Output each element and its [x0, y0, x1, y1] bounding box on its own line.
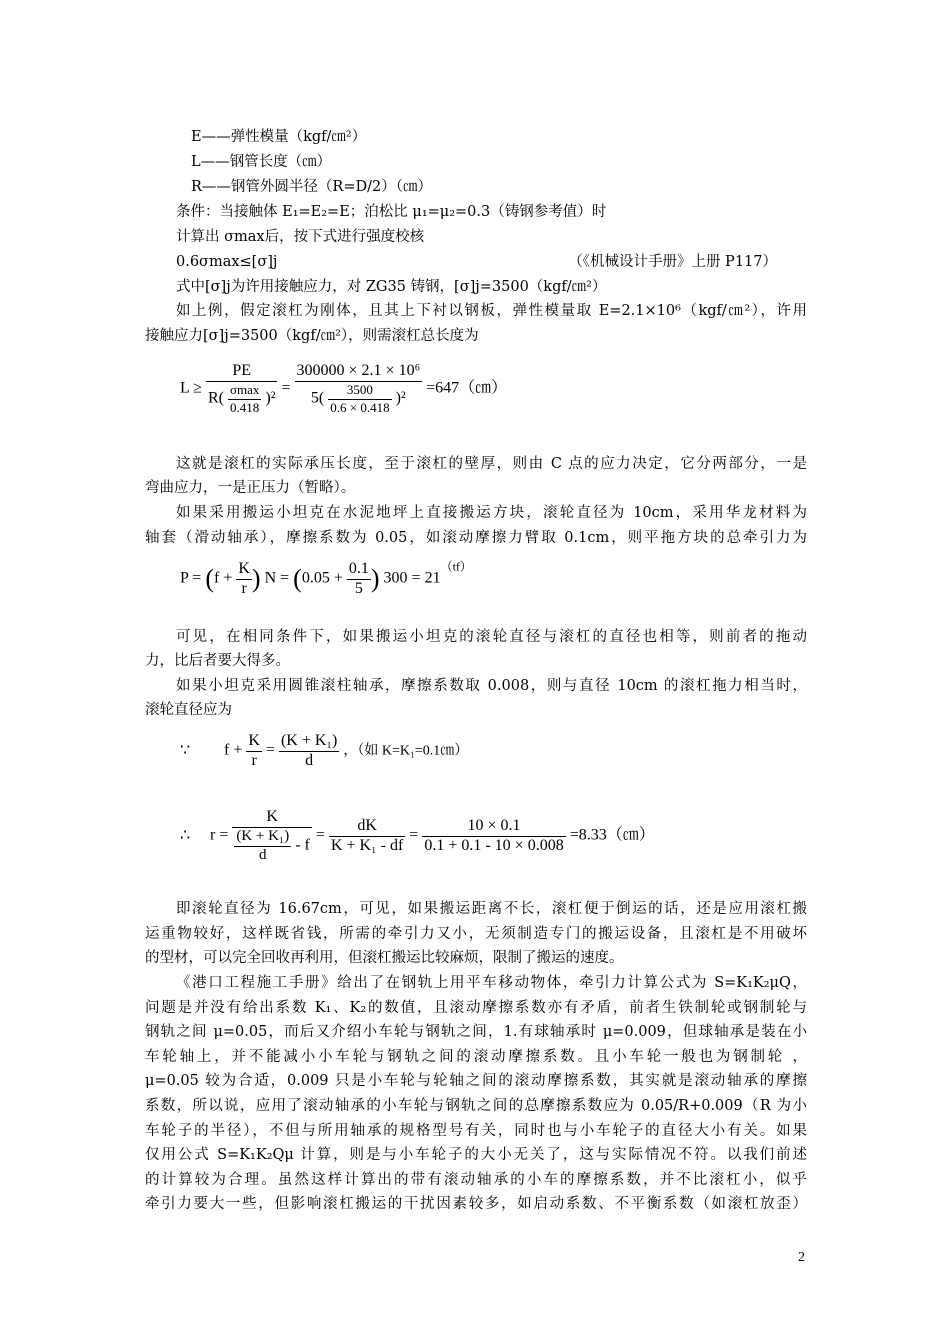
eq-numerator: 300000 × 2.1 × 10⁶	[295, 362, 423, 382]
eq-denominator: r	[251, 752, 257, 769]
paragraph-line: 的型材，可以完全回收再利用，但滚杠搬运比较麻烦，限制了搬运的速度。	[145, 950, 624, 966]
equation-because	[180, 732, 468, 770]
eq-numerator: (K + K₁)	[279, 732, 339, 752]
because-symbol: ∵	[180, 741, 191, 759]
var-l-definition: L——钢管长度（㎝）	[191, 154, 332, 170]
eq-numerator: K	[246, 732, 262, 752]
paragraph-line: μ=0.05 较为合适，0.009 只是小车轮与轮轴之间的滚动摩擦系数，其实就是滚动轴承的摩擦	[145, 1073, 807, 1089]
eq-equals: =	[409, 826, 419, 844]
reference-citation: （《机械设计手册》上册 P117）	[568, 254, 777, 270]
paragraph-line: 即滚轮直径为 16.67cm，可见，如果搬运距离不长，滚杠便于倒运的话，还是应用滚杠搬	[176, 901, 807, 917]
eq-denominator: d	[305, 752, 314, 769]
eq-result: =8.33（㎝）	[569, 826, 655, 844]
eq-inner-num: 3500	[328, 382, 391, 400]
eq-equals: =	[315, 826, 325, 844]
eq-lhs: L ≥	[180, 379, 202, 397]
eq-inner-den: 0.6 × 0.418	[330, 400, 390, 415]
strength-formula: 0.6σmax≤[σ]j	[176, 254, 278, 270]
eq-lhs: r =	[210, 826, 229, 844]
eq-inner-num: (K + K₁)	[234, 828, 291, 847]
eq-numerator: PE	[206, 362, 278, 382]
eq-term: f +	[214, 569, 233, 587]
paragraph-line: 如果采用搬运小坦克在水泥地坪上直接搬运方块，滚轮直径为 10cm，采用华龙材料为	[176, 505, 807, 521]
eq-equals: =	[281, 379, 291, 397]
eq-result: 300 = 21	[383, 569, 441, 587]
condition-line: 条件：当接触体 E₁=E₂=E；泊松比 μ₁=μ₂=0.3（铸钢参考值）时	[176, 204, 607, 220]
eq-numerator: K	[232, 808, 312, 828]
eq-den-prefix: R	[207, 389, 219, 407]
therefore-symbol: ∴	[180, 826, 191, 844]
paragraph-line: 如上例，假定滚杠为刚体，且其上下衬以钢板，弹性模量取 E=2.1×10⁶（kgf/㎝²），许用	[176, 303, 807, 319]
eq-equals: =	[265, 741, 275, 759]
paragraph-line: 弯曲应力，一是正压力（暂略）。	[145, 480, 356, 496]
paragraph-line: 牵引力要大一些，但影响滚杠搬运的干扰因素较多，如启动系数、不平衡系数（如滚杠放歪）	[145, 1196, 807, 1212]
eq-denominator: K + K₁ - df	[330, 837, 404, 854]
paragraph-line: 仅用公式 S=K₁K₂Qμ 计算，则是与小车轮子的大小无关了，这与实际情况不符。以我们前述	[145, 1147, 807, 1163]
equation-therefore	[180, 808, 655, 864]
var-e-definition: E——弹性模量（kgf/㎝²）	[191, 129, 367, 145]
eq-numerator: 10 × 0.1	[422, 817, 565, 837]
eq-lhs: P =	[180, 569, 202, 587]
paragraph-line: 系数，所以说，应用了滚动轴承的小车轮与钢轨之间的总摩擦系数应为 0.05/R+0.009（R 为小	[145, 1098, 807, 1114]
eq-denominator: 0.1 + 0.1 - 10 × 0.008	[424, 837, 564, 854]
eq-inner-num: σmax	[228, 382, 261, 400]
equation-length: L ≥ PE R( $\frac{\sigma\max}{0.418}$ )² = 300000 × 2.1 × 10⁶ 5( $\frac{3500}{0.6 \times 0.418}$ )² =647（㎝）	[180, 362, 508, 415]
calc-line: 计算出 σmax后，按下式进行强度校核	[176, 229, 425, 245]
eq-result: =647（㎝）	[426, 379, 508, 397]
eq-term: N =	[264, 569, 290, 587]
eq-denominator: r	[241, 580, 247, 597]
equation-traction: P = (f + $\frac{K}{r}$ ) N = (0.05 + $\frac{0.1}{5}$ ) $300 = 21^{(tf)}$	[180, 559, 472, 597]
paragraph-line: 接触应力[σ]j=3500（kgf/㎝²），则需滚杠总长度为	[145, 328, 479, 344]
paragraph-line: 力，比后者要大得多。	[145, 653, 290, 669]
eq-numerator: dK	[329, 817, 405, 837]
eq-denominator: 5	[354, 580, 363, 597]
paragraph-line: 《港口工程施工手册》给出了在钢轨上用平车移动物体，牵引力计算公式为 S=K₁K₂μQ，	[176, 975, 807, 991]
var-r-definition: R——钢管外圆半径（R=D/2）（㎝）	[191, 179, 432, 195]
page-number: 2	[798, 1250, 805, 1265]
paragraph-line: 问题是并没有给出系数 K₁、K₂的数值，且滚动摩擦系数亦有矛盾，前者生铁制轮或钢制轮与	[145, 1000, 807, 1016]
paragraph-line: 如果小坦克采用圆锥滚柱轴承，摩擦系数取 0.008，则与直径 10cm 的滚杠拖力相当时，	[176, 678, 807, 694]
eq-note: ，（如 K=K₁=0.1㎝）	[343, 743, 469, 759]
eq-term: f +	[224, 741, 243, 759]
eq-inner-den: d	[259, 847, 267, 863]
paragraph-line: 这就是滚杠的实际承压长度，至于滚杠的壁厚，则由 C 点的应力决定，它分两部分，一是	[176, 456, 807, 472]
eq-numerator: 0.1	[347, 560, 371, 580]
eq-term: - f	[295, 836, 310, 854]
paragraph-line: 滚轮直径应为	[145, 702, 232, 718]
formula-check-line	[176, 253, 807, 271]
paragraph-line: 可见，在相同条件下，如果搬运小坦克的滚轮直径与滚杠的直径也相等，则前者的拖动	[176, 629, 807, 645]
eq-unit: （tf）	[440, 559, 472, 574]
paragraph-line: 的计算较为合理。虽然这样计算出的带有滚动轴承的小车的摩擦系数，并不比滚杠小，似乎	[145, 1172, 807, 1188]
eq-inner-den: 0.418	[230, 400, 260, 415]
paragraph-line: 车轮子的半径），不但与所用轴承的规格型号有关，同时也与小车轮子的直径大小有关。如果	[145, 1123, 807, 1139]
paragraph-line: 钢轨之间 μ=0.05，而后又介绍小车轮与钢轨之间，1.有球轴承时 μ=0.009，但球轴承是装在小	[145, 1024, 807, 1040]
allowable-stress-line: 式中[σ]j为许用接触应力，对 ZG35 铸钢，[σ]j=3500（kgf/㎝²）	[176, 279, 607, 295]
eq-den-prefix: 5	[310, 389, 319, 407]
paragraph-line: 运重物较好，这样既省钱，所需的牵引力又小，无须制造专门的搬运设备，且滚杠是不用破坏	[145, 926, 807, 942]
paragraph-line: 轴套（滑动轴承），摩擦系数为 0.05，如滚动摩擦力臂取 0.1cm，则平拖方块的总牵引力为	[145, 530, 807, 546]
eq-term: 0.05 +	[301, 569, 343, 587]
eq-numerator: K	[236, 560, 252, 580]
paragraph-line: 车轮轴上，并不能减小小车轮与钢轨之间的滚动摩擦系数。且小车轮一般也为钢制轮 ，	[145, 1049, 807, 1065]
